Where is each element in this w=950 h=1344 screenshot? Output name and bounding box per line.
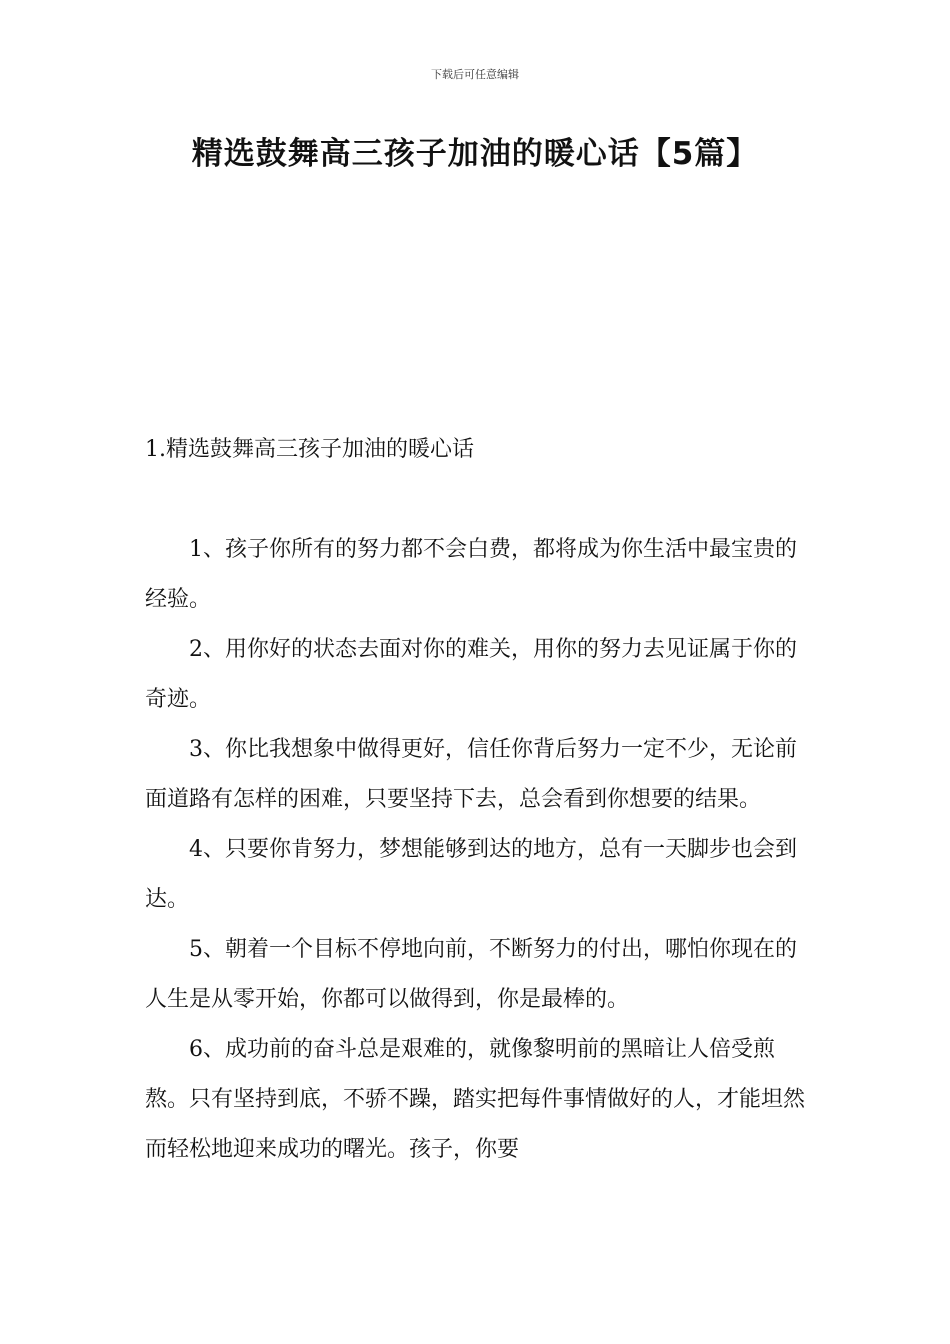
paragraph: 1、孩子你所有的努力都不会白费，都将成为你生活中最宝贵的经验。 [145,537,797,612]
body-text [145,525,810,1175]
paragraph: 4、只要你肯努力，梦想能够到达的地方，总有一天脚步也会到达。 [145,837,797,912]
document-title: 精选鼓舞高三孩子加油的暖心话【5篇】 [191,136,759,172]
paragraph: 6、成功前的奋斗总是艰难的，就像黎明前的黑暗让人倍受煎熬。只有坚持到底，不骄不躁，踏实把每件事情做好的人，才能坦然而轻松地迎来成功的曙光。孩子，你要 [145,1037,806,1162]
paragraph: 2、用你好的状态去面对你的难关，用你的努力去见证属于你的奇迹。 [145,637,797,712]
header-note: 下载后可任意编辑 [431,68,519,81]
paragraph: 5、朝着一个目标不停地向前，不断努力的付出，哪怕你现在的人生是从零开始，你都可以做得到，你是最棒的。 [145,937,797,1012]
paragraph: 3、你比我想象中做得更好，信任你背后努力一定不少，无论前面道路有怎样的困难，只要坚持下去，总会看到你想要的结果。 [145,737,797,812]
section-heading: 1.精选鼓舞高三孩子加油的暖心话 [145,437,474,462]
